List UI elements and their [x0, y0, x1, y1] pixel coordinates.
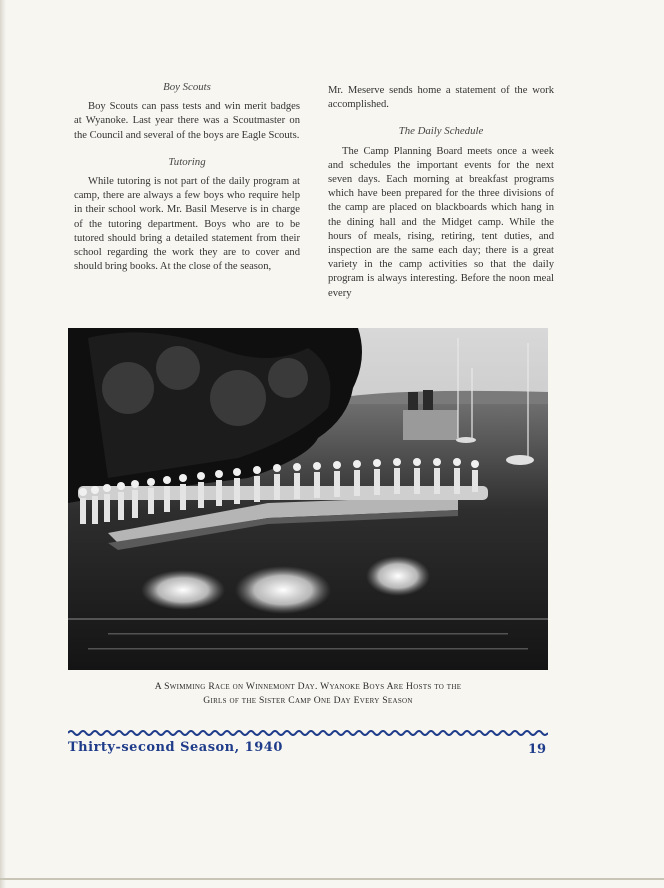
photo-caption	[68, 680, 548, 708]
page-edge	[0, 0, 6, 888]
paragraph-boy-scouts: Boy Scouts can pass tests and win merit badges at Wyanoke. Last year there was a Scoutmaster on the Council and several of the boys are Eagle Scouts.	[74, 101, 300, 141]
heading-boy-scouts: Boy Scouts	[163, 81, 211, 93]
right-column	[328, 84, 554, 313]
page-number: 19	[528, 742, 547, 757]
paragraph-tutoring: While tutoring is not part of the daily program at camp, there are always a few boys who require help in their school work. Mr. Basil Meserve is in charge of the tutoring department. Boys who are to be tutored should bring a detailed statement from their school regarding the work they are to cover and should bring books. At the close of the season,	[74, 176, 300, 273]
swimming-race-photo	[68, 328, 548, 670]
caption-line-2: Girls of the Sister Camp One Day Every Season	[203, 695, 413, 706]
decorative-wave-divider	[68, 728, 548, 738]
paragraph-daily-schedule: The Camp Planning Board meets once a week and schedules the important events for the next seven days. Each morning at breakfast programs which have been prepared for the three divisions of the camp are placed on blackboards which hang in the dining hall and the Midget camp. While the hours of meals, rising, retiring, tent duties, and inspection are the same each day; there is a great variety in the camp activities so that the daily program is always interesting. Before the noon meal every	[328, 145, 554, 299]
heading-tutoring: Tutoring	[168, 155, 206, 168]
heading-daily-schedule: The Daily Schedule	[398, 125, 484, 138]
footer-season-title: Thirty-second Season, 1940	[68, 740, 283, 755]
paragraph-tutoring-continued: Mr. Meserve sends home a statement of the work accomplished.	[328, 85, 554, 111]
caption-line-1: A Swimming Race on Winnemont Day. Wyanoke Boys Are Hosts to the	[154, 681, 462, 692]
left-column	[74, 80, 300, 286]
bottom-rule	[0, 878, 664, 880]
